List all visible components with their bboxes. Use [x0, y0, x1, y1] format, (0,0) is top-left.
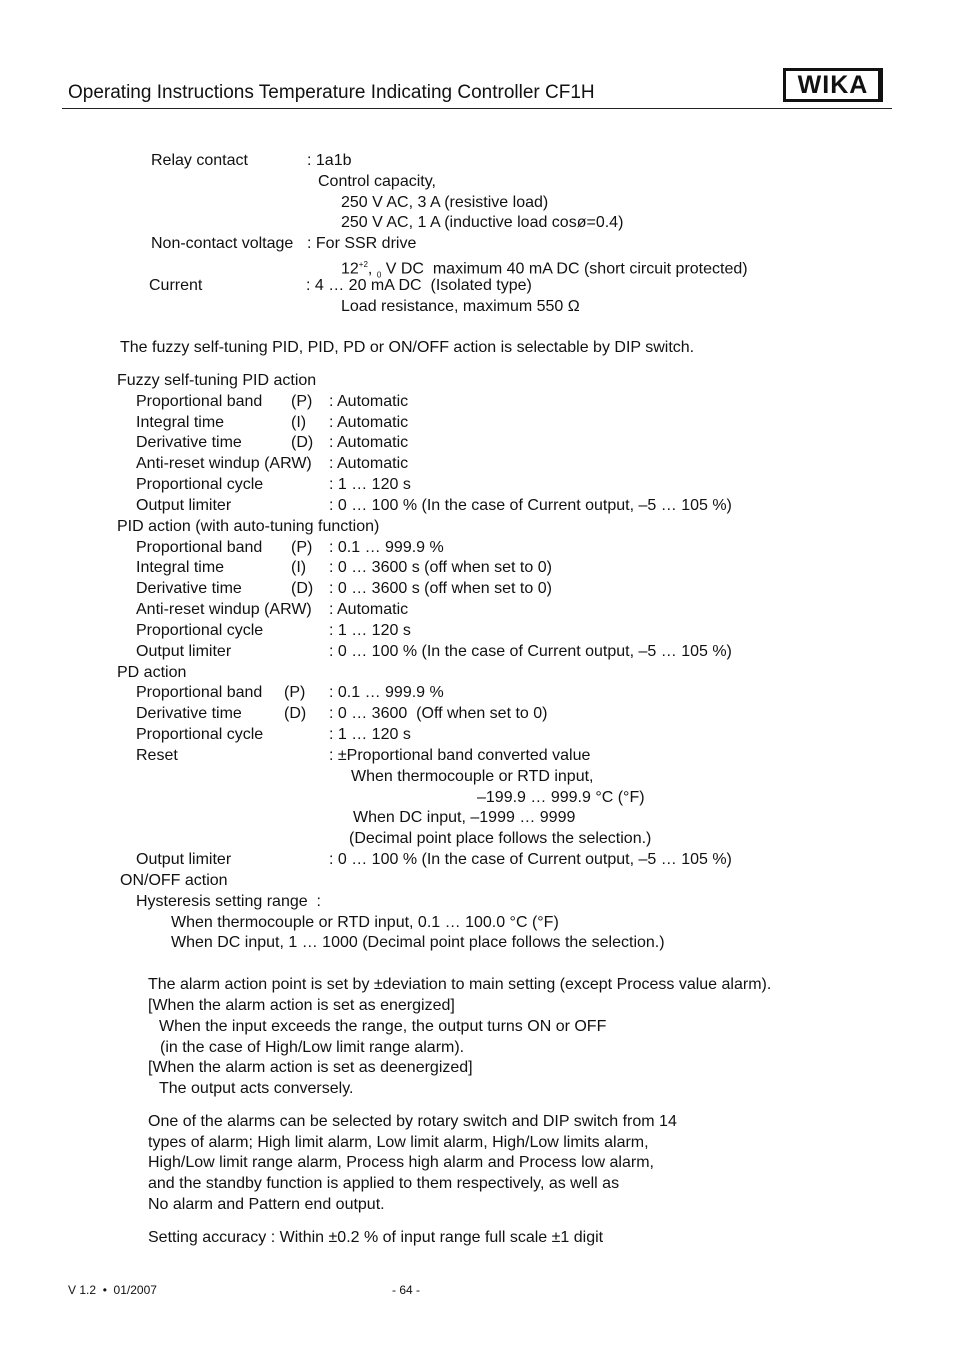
ssr-sup: +2 [358, 260, 368, 269]
spec-symbol: (P) [291, 539, 313, 556]
pd-title: PD action [117, 664, 187, 681]
setting-accuracy: Setting accuracy : Within ±0.2 % of input range full scale ±1 digit [148, 1229, 604, 1246]
spec-label: Reset [136, 747, 178, 764]
control-capacity: Control capacity, [318, 173, 436, 190]
relay-label: Relay contact [151, 152, 248, 169]
spec-label: Derivative time [136, 434, 242, 451]
pid-title: PID action (with auto-tuning function) [117, 518, 380, 535]
spec-label: Proportional cycle [136, 476, 264, 493]
spec-symbol: (P) [284, 684, 306, 701]
spec-value: : 1 … 120 s [329, 476, 411, 493]
onoff-title: ON/OFF action [120, 872, 228, 889]
spec-value: : Automatic [329, 414, 409, 431]
load-resistance: Load resistance, maximum 550 Ω [341, 298, 580, 315]
action-intro: The fuzzy self-tuning PID, PID, PD or ON/OFF action is selectable by DIP switch. [120, 339, 695, 356]
alarm-text: The output acts conversely. [159, 1080, 354, 1097]
spec-value: : 0 … 100 % (In the case of Current output, –5 … 105 %) [329, 497, 732, 514]
spec-label: Derivative time [136, 705, 242, 722]
spec-value: : Automatic [329, 393, 409, 410]
logo-bar [878, 68, 881, 102]
capacity-inductive: 250 V AC, 1 A (inductive load cosø=0.4) [341, 214, 624, 231]
spec-label: Integral time [136, 559, 225, 576]
spec-label: Output limiter [136, 851, 232, 868]
ssr-base: 12 [341, 260, 359, 278]
alarm-types-text: No alarm and Pattern end output. [148, 1196, 385, 1213]
spec-label: Derivative time [136, 580, 242, 597]
spec-value: : 1 … 120 s [329, 622, 411, 639]
alarm-types-text: One of the alarms can be selected by rotary switch and DIP switch from 14 [148, 1113, 677, 1130]
reset-note: When DC input, –1999 … 9999 [353, 809, 576, 826]
ssr-sub: 0 [376, 270, 382, 280]
alarm-types-text: High/Low limit range alarm, Process high alarm and Process low alarm, [148, 1154, 654, 1171]
spec-label: Output limiter [136, 643, 232, 660]
spec-label: Proportional band [136, 393, 263, 410]
spec-symbol: (P) [291, 393, 313, 410]
spec-value: : Automatic [329, 601, 409, 618]
ssr-value: : For SSR drive [307, 235, 417, 252]
alarm-types-text: and the standby function is applied to them respectively, as well as [148, 1175, 620, 1192]
header-rule [62, 108, 892, 109]
spec-value: : 0 … 100 % (In the case of Current output, –5 … 105 %) [329, 851, 732, 868]
page-header-title: Operating Instructions Temperature Indicating Controller CF1H [68, 82, 595, 103]
spec-label: Output limiter [136, 497, 232, 514]
spec-label: Proportional band [136, 539, 263, 556]
fuzzy-title: Fuzzy self-tuning PID action [117, 372, 317, 389]
spec-value: : ±Proportional band converted value [329, 747, 591, 764]
alarm-text: [When the alarm action is set as energized] [148, 997, 455, 1014]
capacity-resistive: 250 V AC, 3 A (resistive load) [341, 194, 549, 211]
alarm-text: (in the case of High/Low limit range alarm). [160, 1039, 465, 1056]
relay-value: : 1a1b [307, 152, 352, 169]
alarm-types-text: types of alarm; High limit alarm, Low limit alarm, High/Low limits alarm, [148, 1134, 649, 1151]
spec-label: Proportional cycle [136, 622, 264, 639]
spec-value: : 0 … 100 % (In the case of Current output, –5 … 105 %) [329, 643, 732, 660]
reset-note: When thermocouple or RTD input, [351, 768, 594, 785]
hysteresis-note: When DC input, 1 … 1000 (Decimal point place follows the selection.) [171, 934, 665, 951]
spec-value: : Automatic [329, 455, 409, 472]
spec-symbol: (I) [291, 559, 307, 576]
spec-label: Integral time [136, 414, 225, 431]
alarm-text: The alarm action point is set by ±deviation to main setting (except Process value alarm). [148, 976, 772, 993]
spec-label: Proportional band [136, 684, 263, 701]
version-label: V 1.2 • 01/2007 [68, 1283, 157, 1297]
hysteresis-note: When thermocouple or RTD input, 0.1 … 100.0 °C (°F) [171, 914, 559, 931]
spec-value: : Automatic [329, 434, 409, 451]
spec-symbol: (D) [291, 434, 314, 451]
spec-symbol: (D) [291, 580, 314, 597]
spec-symbol: (I) [291, 414, 307, 431]
spec-label: Anti-reset windup (ARW) [136, 455, 312, 472]
reset-note: (Decimal point place follows the selection.) [349, 830, 652, 847]
current-label: Current [149, 277, 203, 294]
reset-note: –199.9 … 999.9 °C (°F) [477, 789, 645, 806]
alarm-text: When the input exceeds the range, the output turns ON or OFF [159, 1018, 607, 1035]
spec-value: : 0.1 … 999.9 % [329, 539, 444, 556]
ssr-label: Non-contact voltage [151, 235, 294, 252]
spec-value: : 0 … 3600 (Off when set to 0) [329, 705, 548, 722]
current-value: : 4 … 20 mA DC (Isolated type) [306, 277, 532, 294]
spec-value: : 0 … 3600 s (off when set to 0) [329, 559, 552, 576]
page-number: - 64 - [392, 1283, 421, 1297]
spec-value: : 1 … 120 s [329, 726, 411, 743]
spec-label: Anti-reset windup (ARW) [136, 601, 312, 618]
spec-symbol: (D) [284, 705, 307, 722]
spec-label: Proportional cycle [136, 726, 264, 743]
ssr-rest: V DC maximum 40 mA DC (short circuit protected) [385, 260, 748, 278]
alarm-text: [When the alarm action is set as deenergized] [148, 1059, 473, 1076]
spec-value: : 0.1 … 999.9 % [329, 684, 444, 701]
wika-logo: WIKA [783, 68, 883, 102]
spec-value: : 0 … 3600 s (off when set to 0) [329, 580, 552, 597]
hysteresis-label: Hysteresis setting range : [136, 893, 321, 910]
ssr-comma: , [367, 260, 377, 278]
